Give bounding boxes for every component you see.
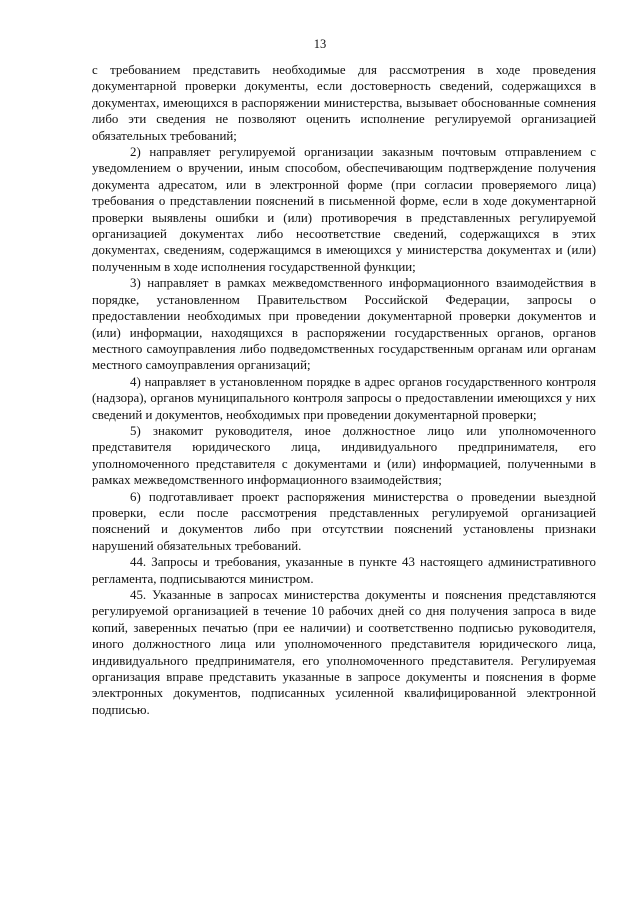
page-body bbox=[92, 62, 596, 718]
paragraph-continuation: с требованием представить необходимые для рассмотрения в ходе проведения документарной проверки документы, если достоверность сведений, содержащихся в документах, имеющихся в распоряжении министерства, вызывает обоснованные сомнения либо эти сведения не позволяют оценить исполнение регулируемой организацией обязательных требований; bbox=[92, 63, 596, 143]
paragraph-item-4: 4) направляет в установленном порядке в адрес органов государственного контроля (надзора), органов муниципального контроля запросы о предоставлении имеющихся у них сведений и документов, необходимых при проведении документарной проверки; bbox=[92, 374, 596, 422]
page-number: 13 bbox=[313, 37, 327, 51]
paragraph-clause-44: 44. Запросы и требования, указанные в пункте 43 настоящего административного регламента, подписываются министром. bbox=[92, 555, 596, 586]
paragraph-clause-45: 45. Указанные в запросах министерства документы и пояснения представляются регулируемой организацией в течение 10 рабочих дней со дня получения запроса в виде копий, заверенных печатью (при ее наличии) и соответственно подписью руководителя, иного должностного лица или уполномоченного представителя юридического лица, индивидуального предпринимателя, его уполномоченного представителя. Регулируемая организация вправе представить указанные в запросе документы и пояснения в форме электронных документов, подписанных усиленной квалифицированной электронной подписью. bbox=[92, 588, 596, 717]
paragraph-item-6: 6) подготавливает проект распоряжения министерства о проведении выездной проверки, если после рассмотрения представленных регулируемой организацией пояснений и документов либо при отсутствии пояснений установлены признаки нарушений обязательных требований. bbox=[92, 489, 596, 553]
paragraph-item-5: 5) знакомит руководителя, иное должностное лицо или уполномоченного представителя юридического лица, индивидуального предпринимателя, его уполномоченного представителя с документами и (или) информацией, полученными в рамках межведомственного информационного взаимодействия; bbox=[92, 423, 596, 488]
paragraph-item-2: 2) направляет регулируемой организации заказным почтовым отправлением с уведомлением о вручении, иным способом, обеспечивающим подтверждение получения документа адресатом, или в электронной форме (при согласии проверяемого лица) требования о представлении пояснений в письменной форме, если в ходе документарной проверки выявлены ошибки и (или) противоречия в представленных регулируемой организацией документах либо несоответствие сведений, содержащихся в этих документах, сведениям, содержащимся в имеющихся у министерства документах и (или) полученным в ходе исполнения государственной функции; bbox=[92, 145, 596, 274]
paragraph-item-3: 3) направляет в рамках межведомственного информационного взаимодействия в порядке, установленном Правительством Российской Федерации, запросы о предоставлении необходимых при проведении документарной проверки документов и (или) информации, находящихся в распоряжении государственных органов, органов местного самоуправления либо подведомственных государственным органам или органам местного самоуправления организаций; bbox=[92, 276, 596, 373]
